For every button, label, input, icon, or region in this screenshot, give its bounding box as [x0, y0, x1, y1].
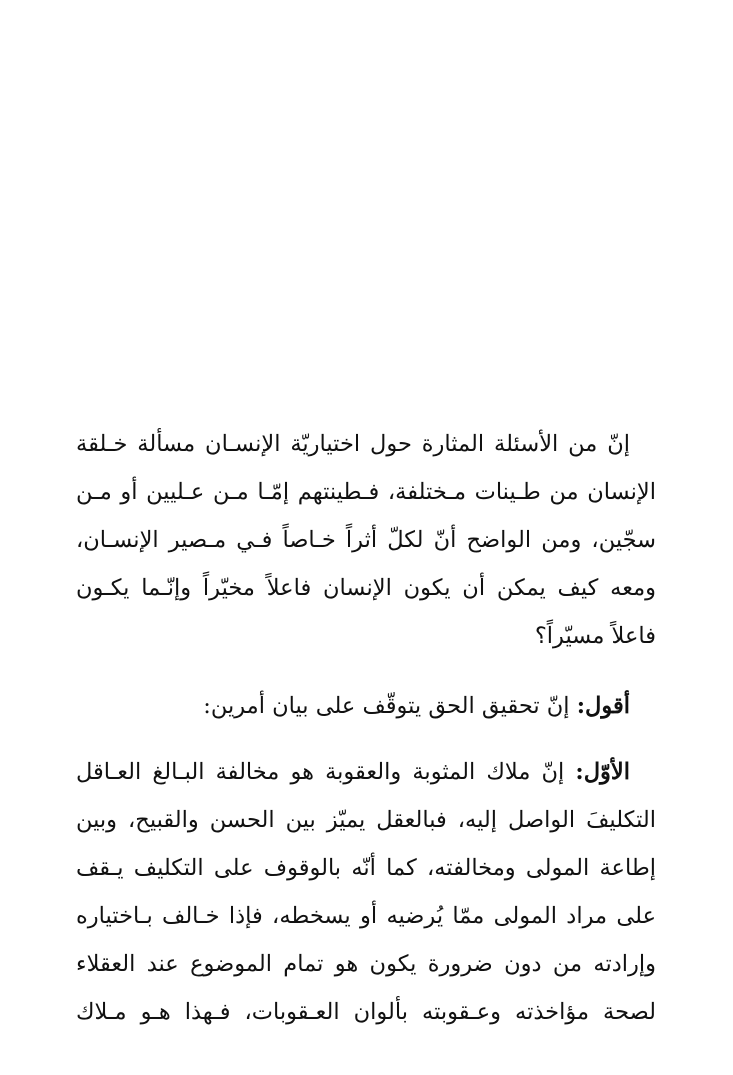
- text-line: سجّين، ومن الواضح أنّ لكلّ أثراً خـاصاً فـي مـصير الإنسـان،: [76, 527, 656, 553]
- paragraph-question: [76, 420, 656, 660]
- text-line: إنّ من الأسئلة المثارة حول اختياريّة الإنسـان مسألة خـلقة: [76, 431, 630, 457]
- text-line: ومعه كيف يمكن أن يكون الإنسان فاعلاً مخيّراً وإنّـما يكـون: [76, 575, 656, 601]
- lead-word: الأوّل:: [575, 759, 630, 785]
- lead-rest: إنّ ملاك المثوبة والعقوبة هو مخالفة البـالغ العـاقل: [76, 759, 576, 785]
- text-line: على مراد المولى ممّا يُرضيه أو يسخطه، فإذا خـالف بـاختياره: [76, 903, 656, 929]
- paragraph-body: [76, 748, 656, 1036]
- text-line: الإنسان من طـينات مـختلفة، فـطينتهم إمّـا مـن عـليين أو مـن: [76, 479, 656, 505]
- text-line: [76, 748, 656, 796]
- text-line: [76, 682, 656, 730]
- text-line: التكليفَ الواصل إليه، فبالعقل يميّز بين الحسن والقبيح، وبين: [76, 807, 656, 833]
- lead-rest: إنّ تحقيق الحق يتوقّف على بيان أمرين:: [203, 693, 577, 719]
- text-line: لصحة مؤاخذته وعـقوبته بألوان العـقوبات، فـهذا هـو مـلاك: [76, 999, 656, 1025]
- paragraph-answer-intro: [76, 682, 656, 730]
- paragraph-body: [76, 420, 656, 660]
- lead-word: أقول:: [576, 693, 630, 719]
- paragraph-body: [76, 682, 656, 730]
- text-line: وإرادته من دون ضرورة يكون هو تمام الموضوع عند العقلاء: [76, 951, 656, 977]
- text-line: إطاعة المولى ومخالفته، كما أنّه بالوقوف على التكليف يـقف: [76, 855, 656, 881]
- paragraph-first-point: [76, 748, 656, 1036]
- text-line: فاعلاً مسيّراً؟: [534, 623, 656, 649]
